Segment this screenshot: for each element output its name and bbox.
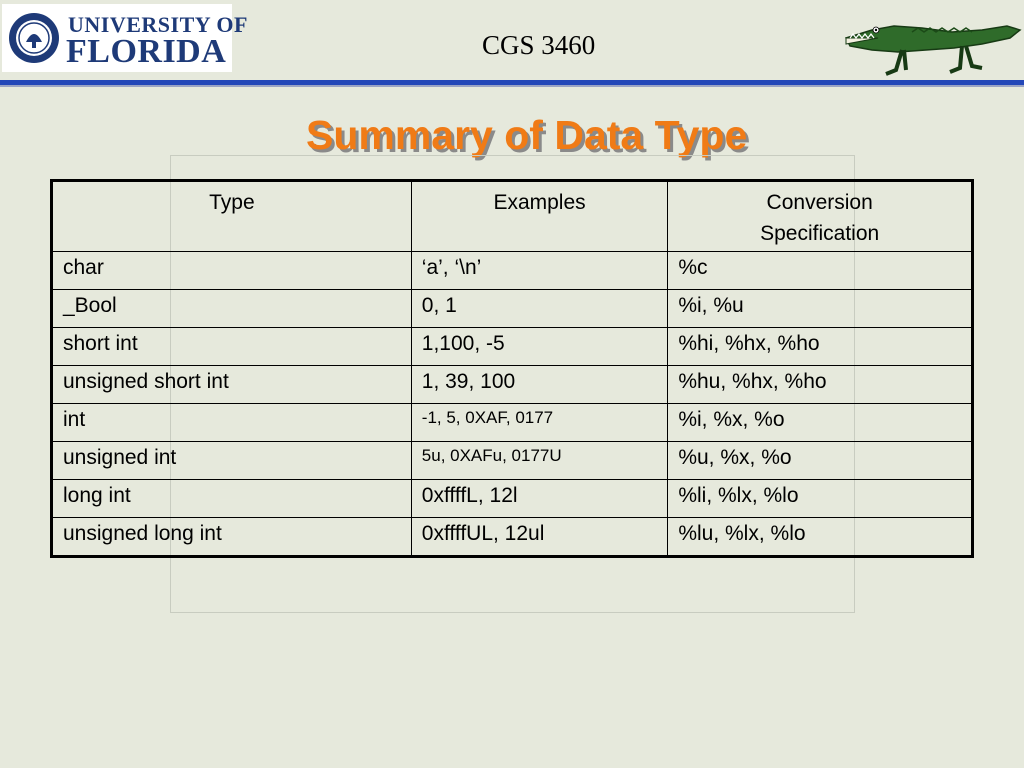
- university-logo: [2, 4, 248, 72]
- table-row: [52, 480, 973, 518]
- cell-examples: 5u, 0XAFu, 0177U: [411, 442, 668, 480]
- cell-type: unsigned long int: [52, 518, 412, 557]
- cell-type: unsigned int: [52, 442, 412, 480]
- header-rule-shadow: [0, 85, 1024, 87]
- cell-spec: %li, %lx, %lo: [668, 480, 973, 518]
- header-conversion-line1: Conversion: [766, 191, 873, 214]
- logo-line-1: UNIVERSITY OF: [68, 12, 248, 37]
- cell-spec: %lu, %lx, %lo: [668, 518, 973, 557]
- header-type: Type: [52, 181, 412, 252]
- university-seal-icon: [8, 12, 60, 64]
- cell-examples: -1, 5, 0XAF, 0177: [411, 404, 668, 442]
- cell-spec: %i, %u: [668, 290, 973, 328]
- table-row: [52, 290, 973, 328]
- course-code: CGS 3460: [482, 30, 596, 60]
- table-row: [52, 328, 973, 366]
- alligator-mascot-icon: [842, 8, 1022, 80]
- table-row: [52, 366, 973, 404]
- cell-examples: 0xffffL, 12l: [411, 480, 668, 518]
- table-row: [52, 518, 973, 557]
- cell-examples: 0xffffUL, 12ul: [411, 518, 668, 557]
- logo-line-2: FLORIDA: [66, 33, 227, 70]
- cell-examples: 1,100, -5: [411, 328, 668, 366]
- cell-type: short int: [52, 328, 412, 366]
- table-row: [52, 442, 973, 480]
- cell-examples: ‘a’, ‘\n’: [411, 252, 668, 290]
- cell-spec: %u, %x, %o: [668, 442, 973, 480]
- cell-spec: %hi, %hx, %ho: [668, 328, 973, 366]
- table-header-row: [52, 181, 973, 252]
- cell-type: int: [52, 404, 412, 442]
- header-conversion-spec: [668, 181, 973, 252]
- cell-spec: %hu, %hx, %ho: [668, 366, 973, 404]
- table-row: [52, 252, 973, 290]
- header-conversion-line2: Specification: [760, 222, 880, 245]
- cell-examples: 0, 1: [411, 290, 668, 328]
- cell-spec: %c: [668, 252, 973, 290]
- cell-type: unsigned short int: [52, 366, 412, 404]
- cell-examples: 1, 39, 100: [411, 366, 668, 404]
- table-row: [52, 404, 973, 442]
- cell-type: long int: [52, 480, 412, 518]
- slide-title: Summary of Data Type: [306, 112, 748, 158]
- cell-type: char: [52, 252, 412, 290]
- header-examples: Examples: [411, 181, 668, 252]
- slide-header: [0, 0, 1024, 80]
- data-type-table: [50, 179, 974, 558]
- cell-type: _Bool: [52, 290, 412, 328]
- cell-spec: %i, %x, %o: [668, 404, 973, 442]
